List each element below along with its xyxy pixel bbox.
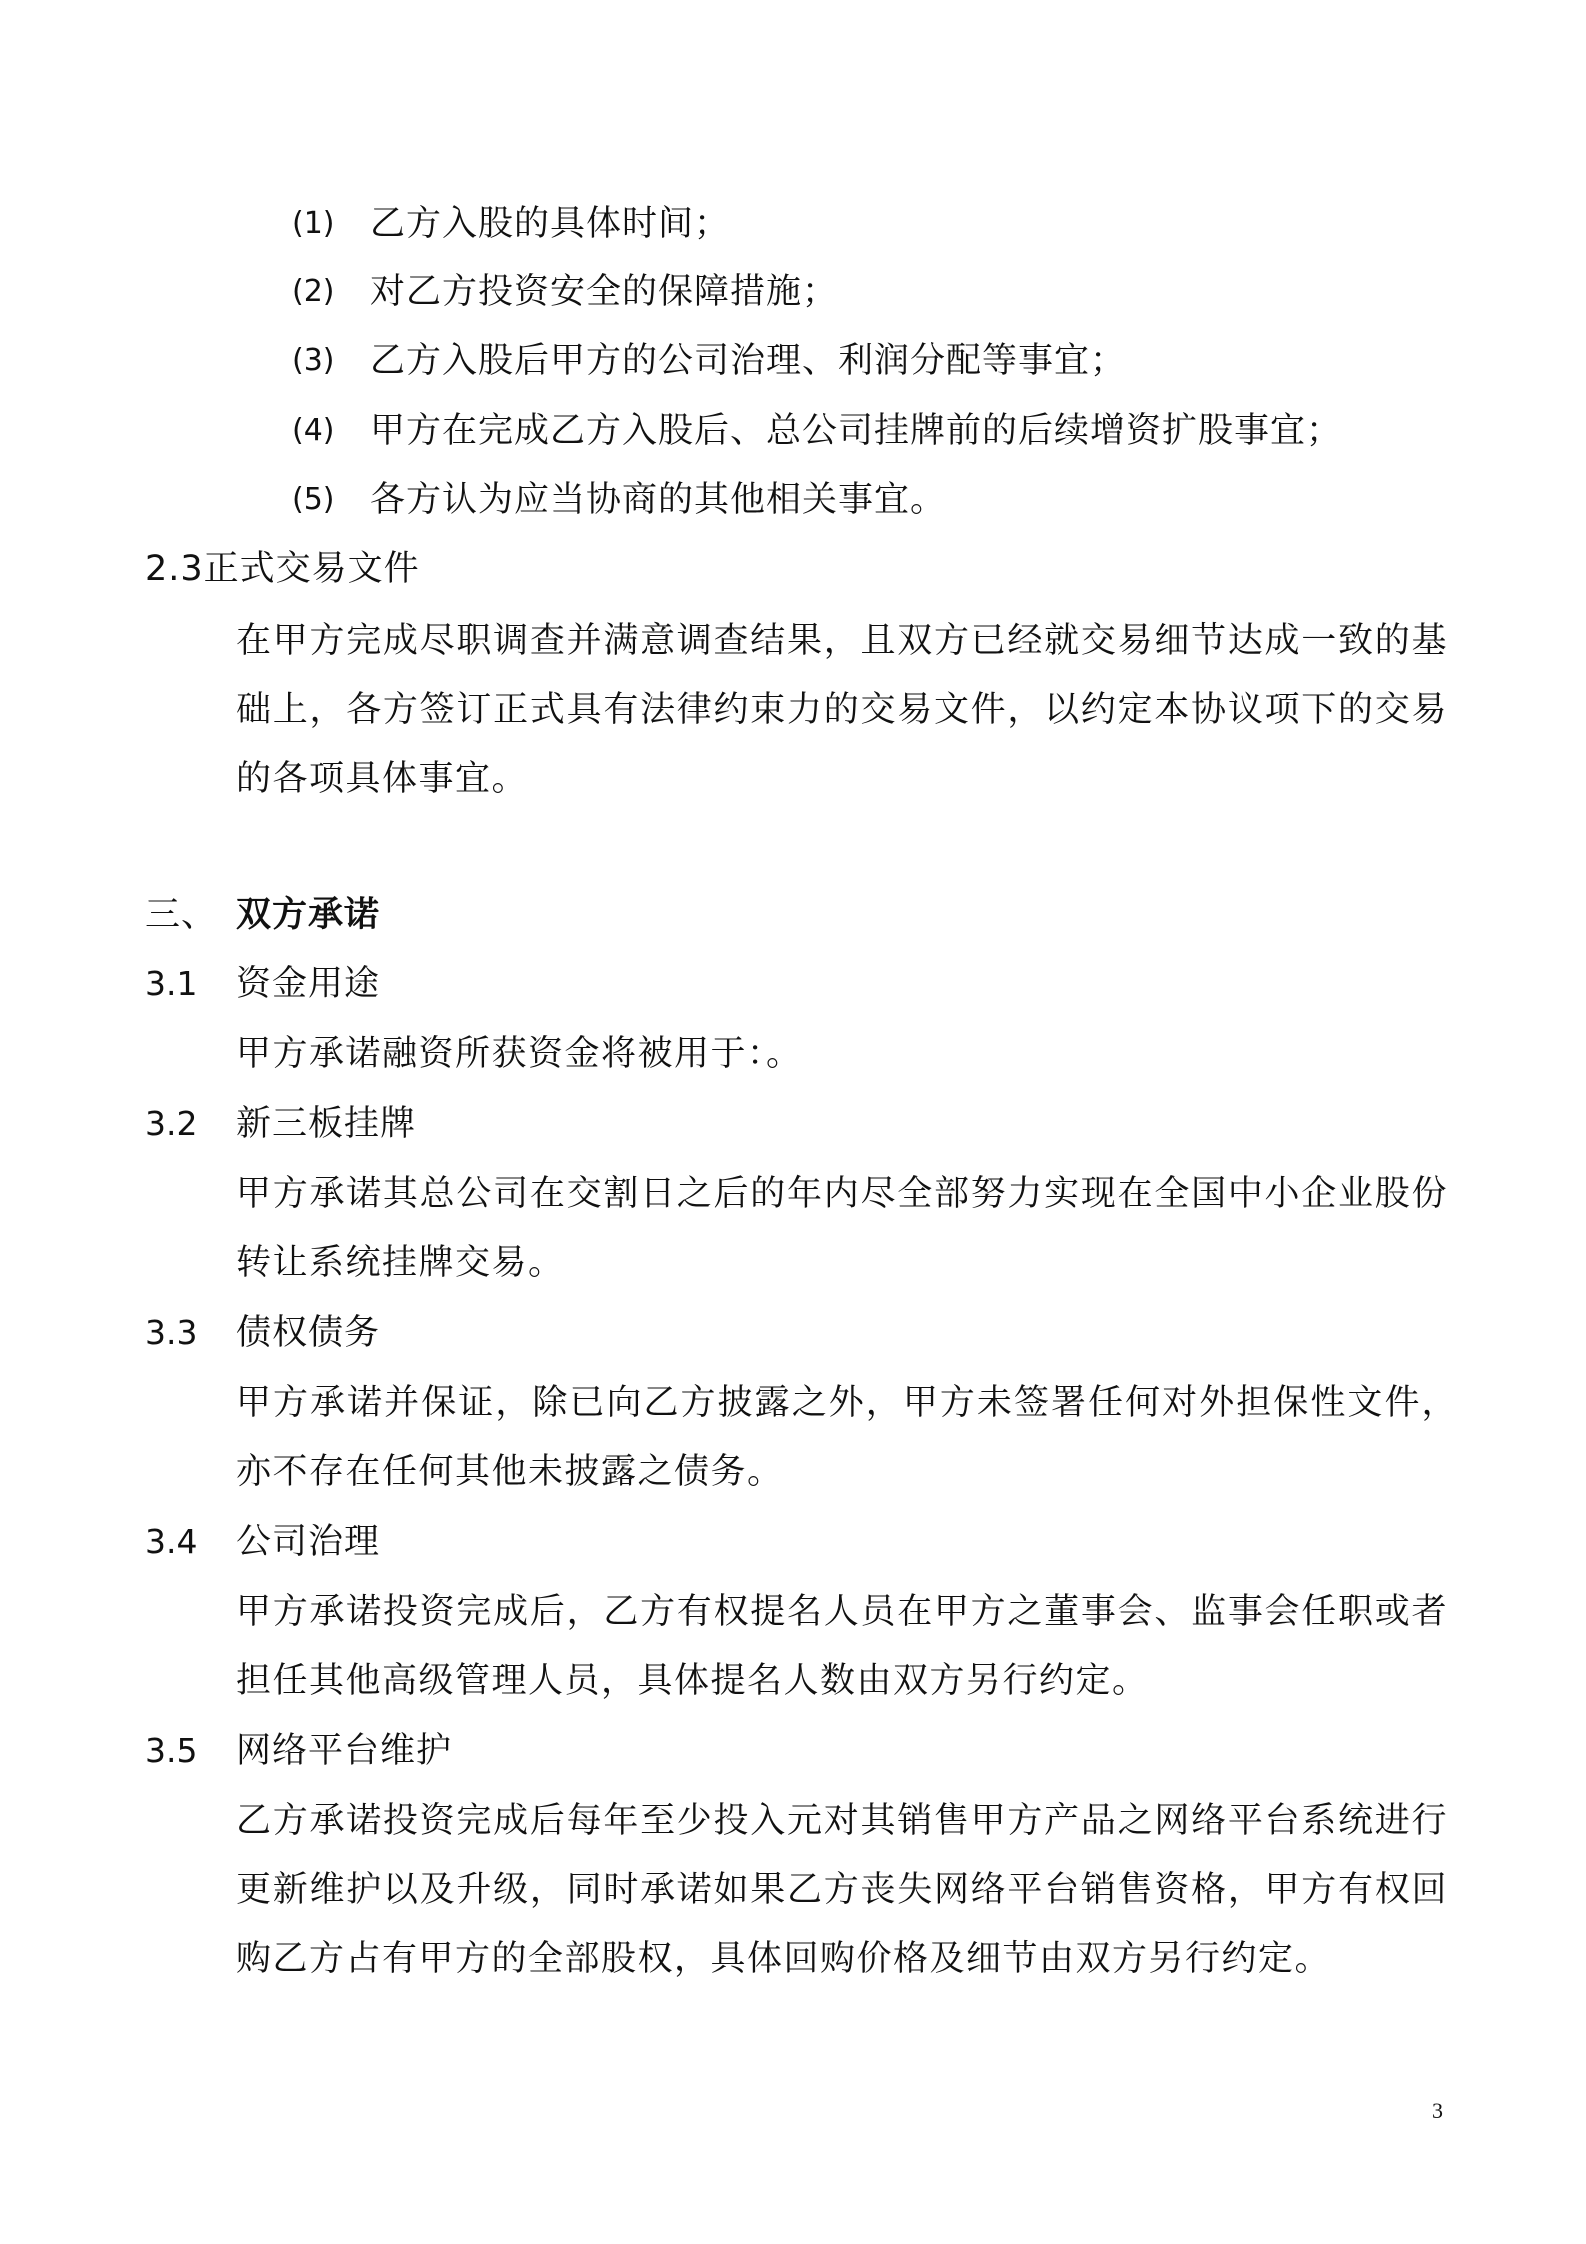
section-3-3-title: 债权债务 xyxy=(236,1313,381,1353)
list-item-2-text: 对乙方投资安全的保障措施； xyxy=(370,272,839,312)
section-3-3-number: 3.3 xyxy=(145,1313,198,1352)
section-3-4-number: 3.4 xyxy=(145,1522,198,1561)
section-3-5-title: 网络平台维护 xyxy=(236,1731,453,1771)
list-item-2-label: (2) xyxy=(292,274,335,309)
list-item-4-text: 甲方在完成乙方入股后、总公司挂牌前的后续增资扩股事宜； xyxy=(370,411,1343,451)
section-3-1-title: 资金用途 xyxy=(236,964,381,1004)
section-3-1-body: 甲方承诺融资所获资金将被用于：。 xyxy=(236,1034,803,1074)
list-item-4-label: (4) xyxy=(292,413,335,448)
section-3-2-title: 新三板挂牌 xyxy=(236,1104,417,1144)
section-3-4-body: 甲方承诺投资完成后，乙方有权提名人员在甲方之董事会、监事会任职或者担任其他高级管理人员，具体提名人数由双方另行约定。 xyxy=(236,1592,1448,1701)
page-number: 3 xyxy=(1432,2098,1443,2123)
section-3-title: 双方承诺 xyxy=(236,895,381,935)
section-2-3-body: 在甲方完成尽职调查并满意调查结果，且双方已经就交易细节达成一致的基础上，各方签订正式具有法律约束力的交易文件，以约定本协议项下的交易的各项具体事宜。 xyxy=(236,621,1448,799)
list-item-5-label: (5) xyxy=(292,482,335,517)
section-3-4-title: 公司治理 xyxy=(236,1522,381,1562)
section-3-number: 三、 xyxy=(145,895,218,935)
section-3-2-number: 3.2 xyxy=(145,1104,198,1143)
section-3-5-body: 乙方承诺投资完成后每年至少投入元对其销售甲方产品之网络平台系统进行更新维护以及升级，同时承诺如果乙方丧失网络平台销售资格，甲方有权回购乙方占有甲方的全部股权，具体回购价格及细节由双方另行约定。 xyxy=(236,1801,1448,1979)
section-2-3-heading: 2.3正式交易文件 xyxy=(145,549,420,589)
list-item-3-label: (3) xyxy=(292,343,335,378)
section-3-2-body: 甲方承诺其总公司在交割日之后的年内尽全部努力实现在全国中小企业股份转让系统挂牌交易。 xyxy=(236,1174,1448,1283)
list-item-3-text: 乙方入股后甲方的公司治理、利润分配等事宜； xyxy=(370,341,1127,381)
list-item-1-text: 乙方入股的具体时间； xyxy=(370,204,731,244)
section-3-5-number: 3.5 xyxy=(145,1731,198,1770)
list-item-5-text: 各方认为应当协商的其他相关事宜。 xyxy=(370,480,947,520)
section-3-3-body: 甲方承诺并保证，除已向乙方披露之外，甲方未签署任何对外担保性文件，亦不存在任何其他未披露之债务。 xyxy=(236,1383,1458,1492)
list-item-1-label: (1) xyxy=(292,206,335,241)
section-3-1-number: 3.1 xyxy=(145,964,198,1003)
